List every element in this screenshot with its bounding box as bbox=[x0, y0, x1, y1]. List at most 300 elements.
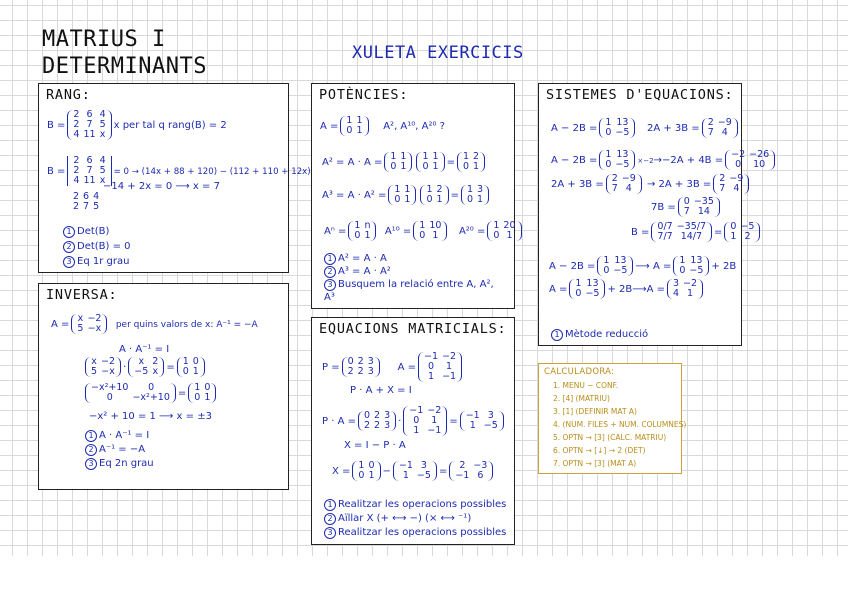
matrix-cell: 7 bbox=[707, 127, 714, 138]
matrix-cell: 6 bbox=[83, 191, 90, 202]
matrix-table bbox=[717, 174, 745, 194]
matrix-table bbox=[601, 256, 629, 276]
matrix-table bbox=[671, 279, 699, 299]
matrix-cell: 1 bbox=[422, 151, 429, 162]
matrix-cell: x bbox=[99, 175, 106, 186]
matrix-cell: 1 bbox=[730, 231, 737, 242]
matrix-cell: 1 bbox=[473, 161, 480, 172]
matrix-cell: −1 bbox=[442, 371, 457, 382]
matrix-cell: 7 bbox=[683, 206, 690, 217]
matrix-cell: 0 bbox=[462, 161, 469, 172]
matrix-cell: 2 bbox=[707, 117, 714, 128]
matrix-cell: 0 bbox=[426, 194, 433, 205]
matrix-cell: 0 bbox=[204, 382, 211, 393]
matrix-cell: 2 bbox=[347, 366, 354, 377]
equacions-eq1: P · A + X = I bbox=[350, 385, 412, 396]
matrix-table bbox=[89, 383, 172, 403]
step-number-icon: 2 bbox=[324, 513, 336, 525]
matrix-cell: 1 bbox=[428, 371, 435, 382]
matrix-cell: 1 bbox=[575, 278, 582, 289]
matrix-cell: 1 bbox=[356, 115, 363, 126]
step-text: Eq 2n grau bbox=[99, 458, 154, 469]
potencies-powers: Aⁿ = 1 n 0 1 A¹⁰ = 1 10 0 1 A²⁰ = 1 20 0 1 bbox=[324, 221, 524, 241]
matrix-cell: −5 bbox=[689, 265, 704, 276]
step-number-icon: 1 bbox=[324, 499, 336, 511]
matrix-cell: 1 bbox=[462, 151, 469, 162]
matrix-cell: 3 bbox=[477, 184, 484, 195]
potencies-statement: A = 1 1 0 1 A², A¹⁰, A²⁰ ? bbox=[320, 115, 445, 136]
matrix-cell: 0 bbox=[679, 265, 686, 276]
matrix-cell: 3 bbox=[384, 410, 391, 421]
matrix-cell: −x bbox=[87, 323, 102, 334]
matrix-cell: 7 bbox=[86, 165, 93, 176]
rang-statement: B = 2 6 4 2 7 5 4 11 x x per tal q rang(B) = 2 bbox=[47, 109, 227, 140]
matrix-cell: −5 bbox=[613, 265, 628, 276]
step-item bbox=[63, 239, 131, 254]
calculadora-title: CALCULADORA: bbox=[544, 367, 615, 377]
matrix-cell: 1 bbox=[687, 288, 694, 299]
matrix-table bbox=[192, 383, 212, 403]
matrix-cell: 7 bbox=[83, 201, 90, 212]
rang-det-equation: −14 + 2x = 0 ⟶ x = 7 bbox=[103, 181, 220, 192]
matrix-table bbox=[729, 150, 771, 170]
step-text: Mètode reducció bbox=[565, 329, 649, 340]
matrix-cell: −2 bbox=[683, 278, 698, 289]
matrix-cell: 2 bbox=[473, 151, 480, 162]
matrix-cell: −35 bbox=[693, 196, 714, 207]
step-item bbox=[324, 498, 506, 512]
equacions-pa: P · A = 0 2 3 2 2 3 · −1 −2 0 1 1 −1 = −1 3 1 −5 bbox=[322, 406, 506, 436]
step-text: Det(B) bbox=[77, 226, 110, 237]
matrix-cell: x bbox=[152, 366, 159, 377]
matrix-cell: 2 bbox=[357, 366, 364, 377]
matrix-cell: 3 bbox=[384, 420, 391, 431]
matrix-cell: 0 bbox=[346, 125, 353, 136]
matrix-cell: 0 bbox=[605, 159, 612, 170]
matrix-cell: 2 bbox=[611, 173, 618, 184]
matrix-table bbox=[362, 411, 392, 431]
matrix-cell: 0 bbox=[148, 382, 155, 393]
matrix-cell: 2 bbox=[73, 109, 80, 120]
matrix-table bbox=[453, 461, 489, 481]
matrix-cell: 0 bbox=[347, 356, 354, 367]
matrix-cell: 6 bbox=[477, 470, 484, 481]
matrix-cell: 0 bbox=[394, 194, 401, 205]
matrix-cell: −5 bbox=[416, 470, 431, 481]
matrix-cell: 13 bbox=[586, 278, 599, 289]
step-number-icon: 2 bbox=[63, 241, 75, 253]
matrix-cell: n bbox=[364, 220, 371, 231]
step-number-icon: 1 bbox=[85, 430, 97, 442]
step-text: Eq 1r grau bbox=[77, 256, 130, 267]
matrix-cell: 1 bbox=[605, 117, 612, 128]
step-number-icon: 3 bbox=[324, 279, 336, 291]
matrix-table bbox=[610, 174, 638, 194]
matrix-cell: −9 bbox=[621, 173, 636, 184]
matrix-cell: 4 bbox=[673, 288, 680, 299]
matrix-cell: 0 bbox=[182, 366, 189, 377]
matrix-cell: 0 bbox=[358, 470, 365, 481]
potencies-heading: POTÈNCIES: bbox=[319, 87, 409, 103]
matrix-cell: 1 bbox=[432, 161, 439, 172]
rang-heading: RANG: bbox=[46, 87, 91, 103]
step-text: Realitzar les operacions possibles bbox=[338, 527, 507, 538]
matrix-cell: 1 bbox=[413, 425, 420, 436]
matrix-cell: −5 bbox=[483, 420, 498, 431]
matrix-cell: 1 bbox=[419, 220, 426, 231]
matrix-table bbox=[461, 152, 481, 172]
calculadora-line: 3. [1] (DEFINIR MAT A) bbox=[553, 407, 637, 416]
matrix-cell: −x²+10 bbox=[132, 392, 170, 403]
matrix-table bbox=[603, 118, 631, 138]
matrix-cell: 0 bbox=[422, 161, 429, 172]
matrix-table bbox=[491, 221, 517, 241]
step-number-icon: 2 bbox=[85, 444, 97, 456]
sistemes-heading: SISTEMES D'EQUACIONS: bbox=[546, 87, 734, 103]
matrix-cell: 4 bbox=[625, 183, 632, 194]
matrix-table bbox=[603, 150, 631, 170]
matrix-table bbox=[420, 152, 440, 172]
matrix-cell: 13 bbox=[616, 149, 629, 160]
step-item bbox=[324, 265, 504, 278]
matrix-cell: −2 bbox=[731, 149, 746, 160]
matrix-cell: −1 bbox=[465, 410, 480, 421]
inversa-line-2: x −2 5 −x · x 2 −5 x = 1 0 0 1 bbox=[83, 357, 207, 377]
step-item bbox=[324, 278, 504, 304]
matrix-cell: 4 bbox=[99, 155, 106, 166]
matrix-table bbox=[75, 314, 103, 334]
matrix-cell: x bbox=[138, 356, 145, 367]
rang-det-extra-rows bbox=[66, 192, 106, 212]
matrix-cell: 1 bbox=[506, 230, 513, 241]
step-text: A⁻¹ = −A bbox=[99, 444, 146, 455]
matrix-cell: 10 bbox=[753, 159, 766, 170]
matrix-cell: 1 bbox=[426, 184, 433, 195]
calculadora-line: 1. MENU − CONF. bbox=[553, 381, 619, 390]
step-item bbox=[551, 329, 648, 341]
matrix-cell: 1 bbox=[493, 220, 500, 231]
matrix-cell: −5 bbox=[615, 127, 630, 138]
matrix-cell: 0 bbox=[428, 361, 435, 372]
matrix-cell: 13 bbox=[614, 255, 627, 266]
sistemes-box bbox=[538, 83, 770, 346]
matrix-cell: 6 bbox=[86, 155, 93, 166]
matrix-cell: 6 bbox=[86, 109, 93, 120]
matrix-cell: x bbox=[99, 129, 106, 140]
matrix-cell: 1 bbox=[390, 151, 397, 162]
matrix-cell: 1 bbox=[394, 184, 401, 195]
matrix-table bbox=[465, 185, 485, 205]
matrix-table bbox=[344, 116, 364, 136]
matrix-cell: 3 bbox=[420, 460, 427, 471]
matrix-cell: −5 bbox=[134, 366, 149, 377]
potencies-row-a2: A² = A · A = 1 1 0 1 1 1 0 1 = 1 2 0 1 bbox=[322, 152, 487, 172]
matrix-cell: 0 bbox=[735, 159, 742, 170]
step-text: A³ = A · A² bbox=[338, 266, 391, 277]
matrix-a bbox=[71, 314, 107, 334]
matrix-table bbox=[682, 197, 716, 217]
matrix-table bbox=[71, 110, 107, 140]
step-number-icon: 2 bbox=[324, 266, 336, 278]
matrix-table bbox=[655, 222, 708, 242]
matrix-cell: 4 bbox=[733, 183, 740, 194]
potencies-steps bbox=[324, 252, 504, 304]
sistemes-solve-1: A − 2B = 1 13 0 −5 ⟶ A = 1 13 0 −5 + 2B bbox=[549, 255, 737, 276]
matrix-cell: 1 bbox=[605, 149, 612, 160]
page-title bbox=[42, 26, 207, 80]
matrix-cell: 0 bbox=[363, 410, 371, 421]
matrix-cell: 7 bbox=[719, 183, 726, 194]
step-text: Realitzar les operacions possibles bbox=[338, 499, 507, 510]
matrix-cell: 2 bbox=[436, 184, 443, 195]
matrix-cell: 0 bbox=[730, 221, 737, 232]
calculadora-line: 2. [4] (MATRIU) bbox=[553, 394, 610, 403]
matrix-cell: 1 bbox=[402, 470, 409, 481]
matrix-cell: 2 bbox=[73, 201, 80, 212]
step-item bbox=[324, 526, 506, 540]
calculadora-box bbox=[538, 363, 687, 474]
sistemes-combine-2: 2A + 3B = 2 −9 7 4 → 2A + 3B = 2 −9 7 4 bbox=[551, 174, 751, 194]
matrix-table bbox=[181, 357, 201, 377]
potencies-row-a3: A³ = A · A² = 1 1 0 1 1 2 0 1 = 1 3 0 1 bbox=[322, 185, 491, 205]
matrix-cell: 3 bbox=[367, 366, 374, 377]
matrix-table bbox=[417, 221, 443, 241]
matrix-table bbox=[407, 406, 443, 436]
matrix-cell: −5 bbox=[615, 159, 630, 170]
inversa-heading: INVERSA: bbox=[46, 287, 118, 303]
matrix-cell: 4 bbox=[99, 109, 106, 120]
matrix-cell: 0 bbox=[493, 230, 500, 241]
matrix-cell: 4 bbox=[73, 175, 80, 186]
step-item bbox=[324, 252, 504, 265]
matrix-cell: 1 bbox=[432, 230, 439, 241]
matrix-cell: 5 bbox=[99, 119, 106, 130]
step-item bbox=[85, 457, 154, 471]
matrix-table bbox=[728, 222, 756, 242]
matrix-cell: 2 bbox=[374, 410, 381, 421]
equacions-x: X = 1 0 0 1 − −1 3 1 −5 = 2 −3 −1 6 bbox=[332, 461, 495, 481]
matrix-cell: 1 bbox=[204, 392, 211, 403]
matrix-cell: 0 bbox=[575, 288, 582, 299]
title-line-1: MATRIUS I bbox=[42, 27, 166, 52]
matrix-cell: −1 bbox=[455, 470, 470, 481]
matrix-cell: 2 bbox=[744, 231, 751, 242]
matrix-table bbox=[392, 185, 412, 205]
matrix-cell: 7/7 bbox=[657, 231, 673, 242]
matrix-cell: 0 bbox=[194, 392, 201, 403]
matrix-cell: 1 bbox=[182, 356, 189, 367]
matrix-cell: −1 bbox=[427, 425, 442, 436]
matrix-cell: 1 bbox=[469, 420, 476, 431]
sistemes-solve-2: A = 1 13 0 −5 + 2B⟶A = 3 −2 4 1 bbox=[549, 279, 705, 299]
matrix-cell: 1 bbox=[400, 151, 407, 162]
matrix-cell: −x²+10 bbox=[91, 382, 129, 393]
matrix-cell: 0 bbox=[354, 230, 361, 241]
matrix-cell: 1 bbox=[404, 184, 411, 195]
step-item bbox=[63, 254, 131, 269]
matrix-cell: 0 bbox=[603, 265, 610, 276]
matrix-cell: 2 bbox=[719, 173, 726, 184]
matrix-cell: 1 bbox=[192, 366, 199, 377]
equacions-eq2: X = I − P · A bbox=[344, 440, 406, 451]
matrix-cell: 0 bbox=[466, 194, 473, 205]
matrix-table bbox=[464, 411, 500, 431]
rang-box bbox=[38, 83, 311, 273]
calculadora-line: 7. OPTN → [3] (MAT A) bbox=[553, 459, 637, 468]
matrix-cell: 1 bbox=[354, 220, 361, 231]
equacions-steps bbox=[324, 498, 506, 540]
sistemes-combine-1: A − 2B = 1 13 0 −5 ×−2→−2A + 4B = −2 −26 0 10 bbox=[551, 150, 777, 170]
equacions-heading: EQUACIONS MATRICIALS: bbox=[319, 321, 507, 337]
matrix-cell: x bbox=[77, 313, 84, 324]
page-subtitle: XULETA EXERCICIS bbox=[352, 43, 524, 63]
rang-determinant: B = 2 6 4 2 7 5 4 11 x = 0 → (14x + 88 + 120) − (112 + 110 + 12x) bbox=[47, 155, 311, 186]
inversa-steps bbox=[85, 429, 154, 471]
matrix-cell: 14/7 bbox=[680, 231, 703, 242]
matrix-cell: −2 bbox=[87, 313, 102, 324]
inversa-line-4: −x² + 10 = 1 ⟶ x = ±3 bbox=[89, 411, 212, 422]
step-number-icon: 3 bbox=[85, 458, 97, 470]
matrix-cell: 5 bbox=[99, 165, 106, 176]
matrix-table bbox=[89, 357, 117, 377]
calculadora-line: 4. (NUM. FILES + NUM. COLUMNES) bbox=[553, 420, 687, 429]
matrix-cell: 5 bbox=[77, 323, 84, 334]
matrix-cell: 1 bbox=[679, 255, 686, 266]
step-text: Aïllar X (+ ⟷ −) (× ⟷ ⁻¹) bbox=[338, 513, 472, 524]
step-number-icon: 3 bbox=[63, 256, 75, 268]
matrix-cell: 20 bbox=[503, 220, 516, 231]
matrix-cell: 2 bbox=[152, 356, 159, 367]
matrix-cell: 7 bbox=[611, 183, 618, 194]
calculadora-line: 5. OPTN → [3] (CALC. MATRIU) bbox=[553, 433, 667, 442]
matrix-cell: 4 bbox=[93, 191, 100, 202]
matrix-table bbox=[388, 152, 408, 172]
matrix-cell: 2 bbox=[357, 356, 364, 367]
matrix-table bbox=[677, 256, 705, 276]
matrix-cell: 0 bbox=[106, 392, 113, 403]
matrix-cell: 1 bbox=[477, 194, 484, 205]
matrix-cell: 14 bbox=[697, 206, 710, 217]
matrix-cell: 11 bbox=[83, 175, 96, 186]
matrix-cell: 1 bbox=[400, 161, 407, 172]
matrix-cell: 0 bbox=[192, 356, 199, 367]
matrix-cell: 5 bbox=[93, 201, 100, 212]
matrix-table bbox=[71, 192, 101, 212]
step-item bbox=[324, 512, 506, 526]
matrix-cell: 13 bbox=[616, 117, 629, 128]
matrix-cell: 1 bbox=[358, 460, 365, 471]
matrix-cell: 13 bbox=[690, 255, 703, 266]
matrix-cell: 2 bbox=[73, 119, 80, 130]
matrix-cell: −1 bbox=[398, 460, 413, 471]
inversa-line-3: −x²+10 0 0 −x²+10 = 1 0 0 1 bbox=[83, 383, 218, 403]
step-text: Busquem la relació entre A, A², A³ bbox=[324, 279, 494, 303]
title-line-2: DETERMINANTS bbox=[42, 54, 207, 79]
matrix-cell: −5 bbox=[740, 221, 755, 232]
matrix-cell: 3 bbox=[367, 356, 374, 367]
sistemes-steps bbox=[551, 329, 648, 341]
matrix-table bbox=[706, 118, 734, 138]
matrix-cell: −9 bbox=[717, 117, 732, 128]
matrix-cell: 2 bbox=[73, 191, 80, 202]
step-text: A · A⁻¹ = I bbox=[99, 430, 150, 441]
step-text: Det(B) = 0 bbox=[77, 241, 131, 252]
matrix-cell: −9 bbox=[729, 173, 744, 184]
calculadora-line: 6. OPTN → [↓] → 2 (DET) bbox=[553, 446, 646, 455]
matrix-cell: 1 bbox=[404, 194, 411, 205]
matrix-cell: 3 bbox=[487, 410, 494, 421]
matrix-cell: x bbox=[91, 356, 97, 367]
matrix-cell: 1 bbox=[603, 255, 610, 266]
matrix-cell: 0 bbox=[683, 196, 690, 207]
matrix-cell: 0 bbox=[368, 460, 375, 471]
matrix-cell: 0 bbox=[413, 415, 420, 426]
rang-steps bbox=[63, 224, 131, 269]
matrix-cell: −2 bbox=[442, 351, 457, 362]
bottom-margin bbox=[0, 556, 848, 599]
matrix-cell: 0 bbox=[419, 230, 426, 241]
matrix-cell: −2 bbox=[427, 405, 442, 416]
matrix-cell: −x bbox=[101, 366, 115, 377]
matrix-cell: 11 bbox=[83, 129, 96, 140]
matrix-cell: −5 bbox=[585, 288, 600, 299]
matrix-cell: 5 bbox=[91, 366, 98, 377]
matrix-cell: 4 bbox=[721, 127, 728, 138]
step-number-icon: 1 bbox=[551, 329, 563, 341]
matrix-cell: 3 bbox=[673, 278, 680, 289]
matrix-cell: 1 bbox=[431, 415, 438, 426]
step-item bbox=[85, 429, 154, 443]
matrix-cell: 2 bbox=[363, 420, 371, 431]
potencies-box bbox=[311, 83, 515, 309]
equacions-box bbox=[311, 317, 515, 545]
matrix-cell: 1 bbox=[432, 151, 439, 162]
matrix-cell: 4 bbox=[73, 129, 80, 140]
matrix-table bbox=[346, 357, 376, 377]
matrix-cell: 1 bbox=[436, 194, 443, 205]
matrix-cell: 1 bbox=[446, 361, 453, 372]
matrix-cell: 1 bbox=[346, 115, 353, 126]
step-text: A² = A · A bbox=[338, 253, 387, 264]
matrix-b bbox=[67, 110, 111, 140]
matrix-cell: 2 bbox=[459, 460, 466, 471]
sistemes-system: A − 2B = 1 13 0 −5 2A + 3B = 2 −9 7 4 bbox=[551, 118, 740, 138]
sistemes-7b: 7B = 0 −35 7 14 bbox=[651, 197, 722, 217]
equacions-definitions: P = 0 2 3 2 2 3 A = −1 −2 0 1 1 −1 bbox=[322, 352, 464, 382]
sistemes-b: B = 0/7 −35/7 7/7 14/7 = 0 −5 1 2 bbox=[631, 222, 762, 242]
matrix-cell: −26 bbox=[749, 149, 770, 160]
step-item bbox=[63, 224, 131, 239]
matrix-cell: −1 bbox=[409, 405, 424, 416]
step-item bbox=[85, 443, 154, 457]
step-number-icon: 3 bbox=[324, 527, 336, 539]
matrix-table bbox=[424, 185, 444, 205]
matrix-cell: −3 bbox=[473, 460, 488, 471]
step-number-icon: 1 bbox=[63, 226, 75, 238]
matrix-table bbox=[352, 221, 372, 241]
matrix-table bbox=[397, 461, 433, 481]
matrix-cell: 2 bbox=[73, 155, 80, 166]
matrix-cell: −1 bbox=[424, 351, 439, 362]
matrix-table bbox=[422, 352, 458, 382]
matrix-cell: 1 bbox=[368, 470, 375, 481]
matrix-cell: 0 bbox=[605, 127, 612, 138]
matrix-cell: 0/7 bbox=[657, 221, 673, 232]
matrix-cell: 7 bbox=[86, 119, 93, 130]
matrix-table bbox=[573, 279, 601, 299]
inversa-box bbox=[38, 283, 289, 490]
matrix-cell: −35/7 bbox=[676, 221, 707, 232]
